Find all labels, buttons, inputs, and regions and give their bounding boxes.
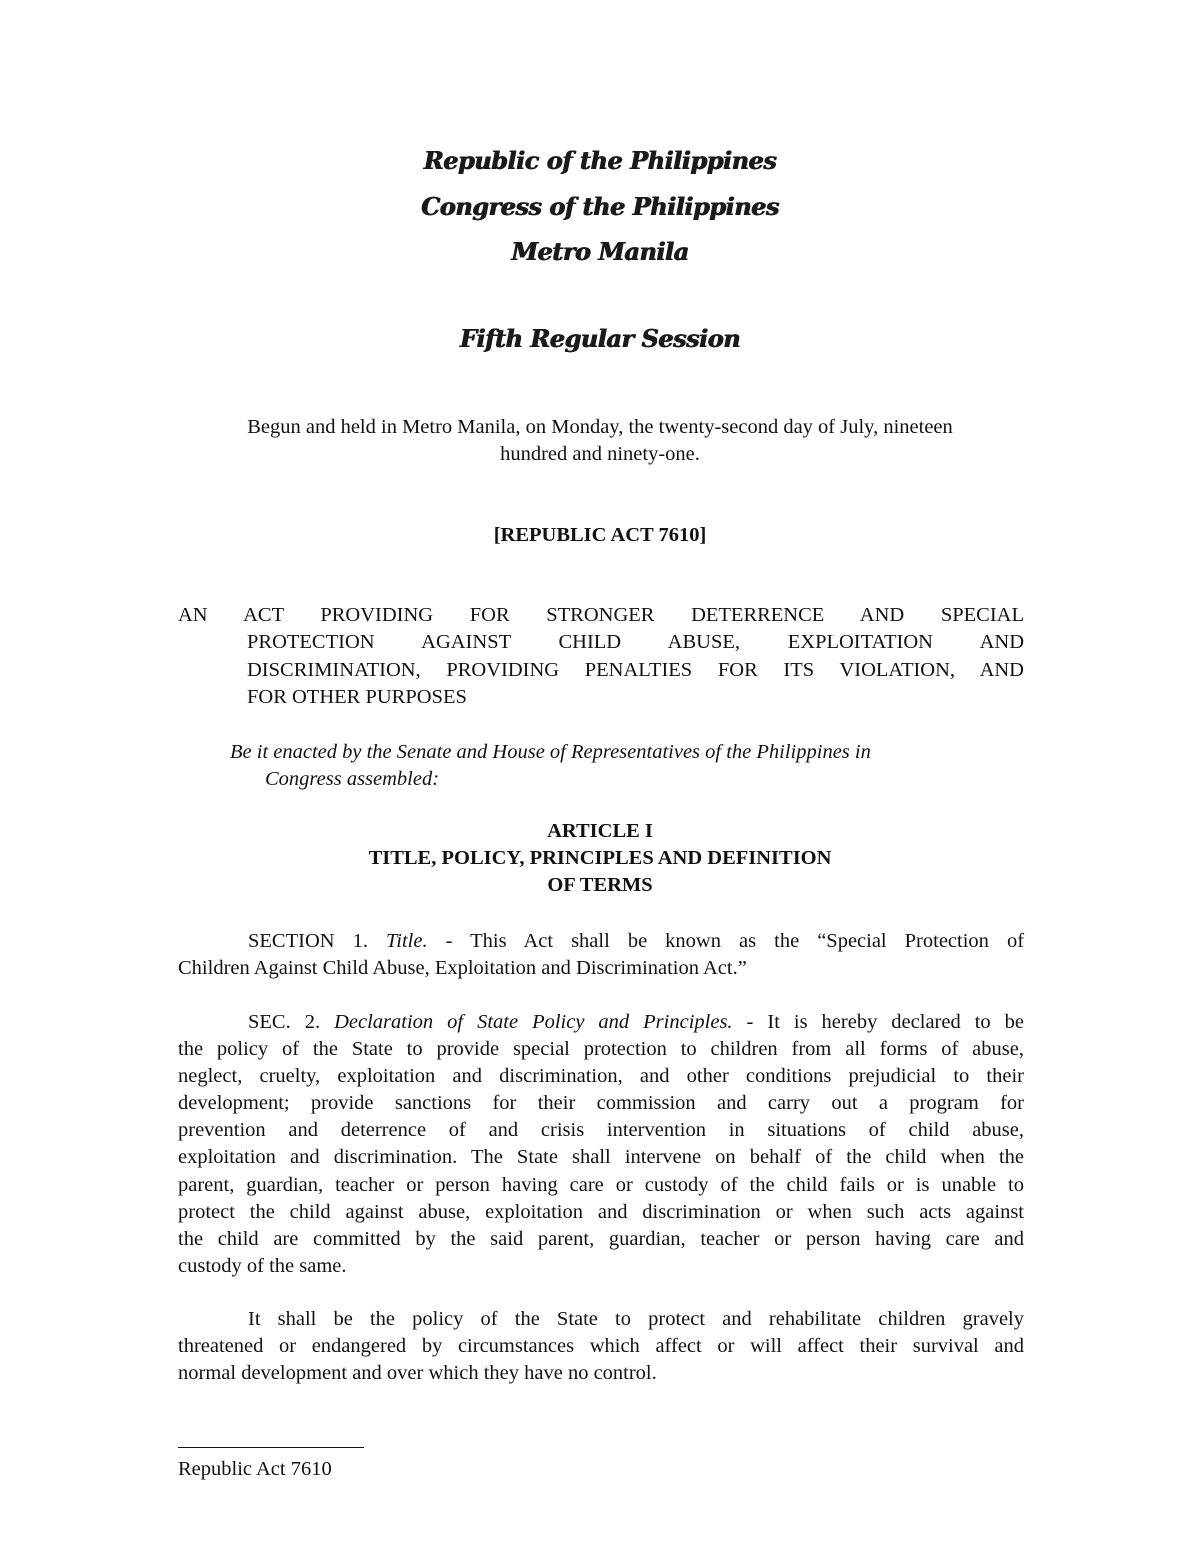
section-1-heading: Title. bbox=[386, 930, 428, 952]
section-2-line: parent, guardian, teacher or person having care or custody of the child fails or is unable to bbox=[178, 1173, 1024, 1196]
policy-line: normal development and over which they have no control. bbox=[178, 1362, 657, 1385]
footer-rule bbox=[178, 1447, 364, 1448]
article-title-line-1: TITLE, POLICY, PRINCIPLES AND DEFINITION bbox=[368, 847, 832, 869]
section-2-heading: Declaration of State Policy and Principles. bbox=[334, 1011, 733, 1033]
header-metro-manila: Metro Manila bbox=[511, 237, 689, 266]
section-2-line: prevention and deterrence of and crisis intervention in situations of child abuse, bbox=[178, 1119, 1024, 1142]
act-title-line-4: FOR OTHER PURPOSES bbox=[247, 685, 467, 708]
section-2-text: - It is hereby declared to be bbox=[746, 1011, 1024, 1033]
act-title-line-2: PROTECTION AGAINST CHILD ABUSE, EXPLOITATION AND bbox=[247, 631, 1024, 654]
section-2-line: protect the child against abuse, exploitation and discrimination or when such acts against bbox=[178, 1200, 1024, 1223]
begun-clause bbox=[150, 414, 1050, 468]
enacting-clause bbox=[230, 739, 1010, 793]
enacting-line-2: Congress assembled: bbox=[265, 768, 440, 790]
article-title-line-2: OF TERMS bbox=[547, 874, 653, 896]
header-session: Fifth Regular Session bbox=[459, 324, 741, 353]
section-1-text: - This Act shall be known as the “Special Protection of bbox=[445, 930, 1025, 952]
header-congress: Congress of the Philippines bbox=[421, 192, 779, 221]
begun-line-1: Begun and held in Metro Manila, on Monday, the twenty-second day of July, nineteen bbox=[247, 416, 953, 438]
section-2-line: the policy of the State to provide special protection to children from all forms of abuse, bbox=[178, 1038, 1024, 1061]
act-number: [REPUBLIC ACT 7610] bbox=[493, 524, 707, 546]
act-title bbox=[178, 602, 1024, 711]
policy-paragraph bbox=[178, 1306, 1024, 1387]
header-republic: Republic of the Philippines bbox=[423, 146, 777, 175]
section-2-line: neglect, cruelty, exploitation and discrimination, and other conditions prejudicial to their bbox=[178, 1065, 1024, 1088]
begun-line-2: hundred and ninety-one. bbox=[500, 443, 700, 465]
footer-label: Republic Act 7610 bbox=[178, 1458, 332, 1480]
act-title-line-1: AN ACT PROVIDING FOR STRONGER DETERRENCE AND SPECIAL bbox=[178, 604, 1024, 626]
section-1-line-2: Children Against Child Abuse, Exploitation and Discrimination Act.” bbox=[178, 957, 747, 980]
section-2-line: development; provide sanctions for their commission and carry out a program for bbox=[178, 1092, 1024, 1115]
enacting-line-1: Be it enacted by the Senate and House of Representatives of the Philippines in bbox=[230, 741, 871, 763]
section-1-label: SECTION 1. bbox=[248, 930, 368, 952]
article-heading bbox=[150, 818, 1050, 899]
section-2-line: the child are committed by the said parent, guardian, teacher or person having care and bbox=[178, 1227, 1024, 1250]
section-2-line: custody of the same. bbox=[178, 1254, 347, 1277]
policy-line: threatened or endangered by circumstances which affect or will affect their survival and bbox=[178, 1335, 1024, 1358]
act-title-line-3: DISCRIMINATION, PROVIDING PENALTIES FOR ITS VIOLATION, AND bbox=[247, 658, 1024, 681]
section-2-line: exploitation and discrimination. The State shall intervene on behalf of the child when the bbox=[178, 1146, 1024, 1169]
section-2-label: SEC. 2. bbox=[248, 1011, 321, 1033]
article-number: ARTICLE I bbox=[547, 820, 653, 842]
policy-line: It shall be the policy of the State to protect and rehabilitate children gravely bbox=[248, 1308, 1024, 1330]
section-2 bbox=[178, 1009, 1024, 1280]
section-2-line-1 bbox=[178, 1009, 1024, 1036]
section-1-line-1 bbox=[178, 928, 1024, 955]
section-1 bbox=[178, 928, 1024, 982]
